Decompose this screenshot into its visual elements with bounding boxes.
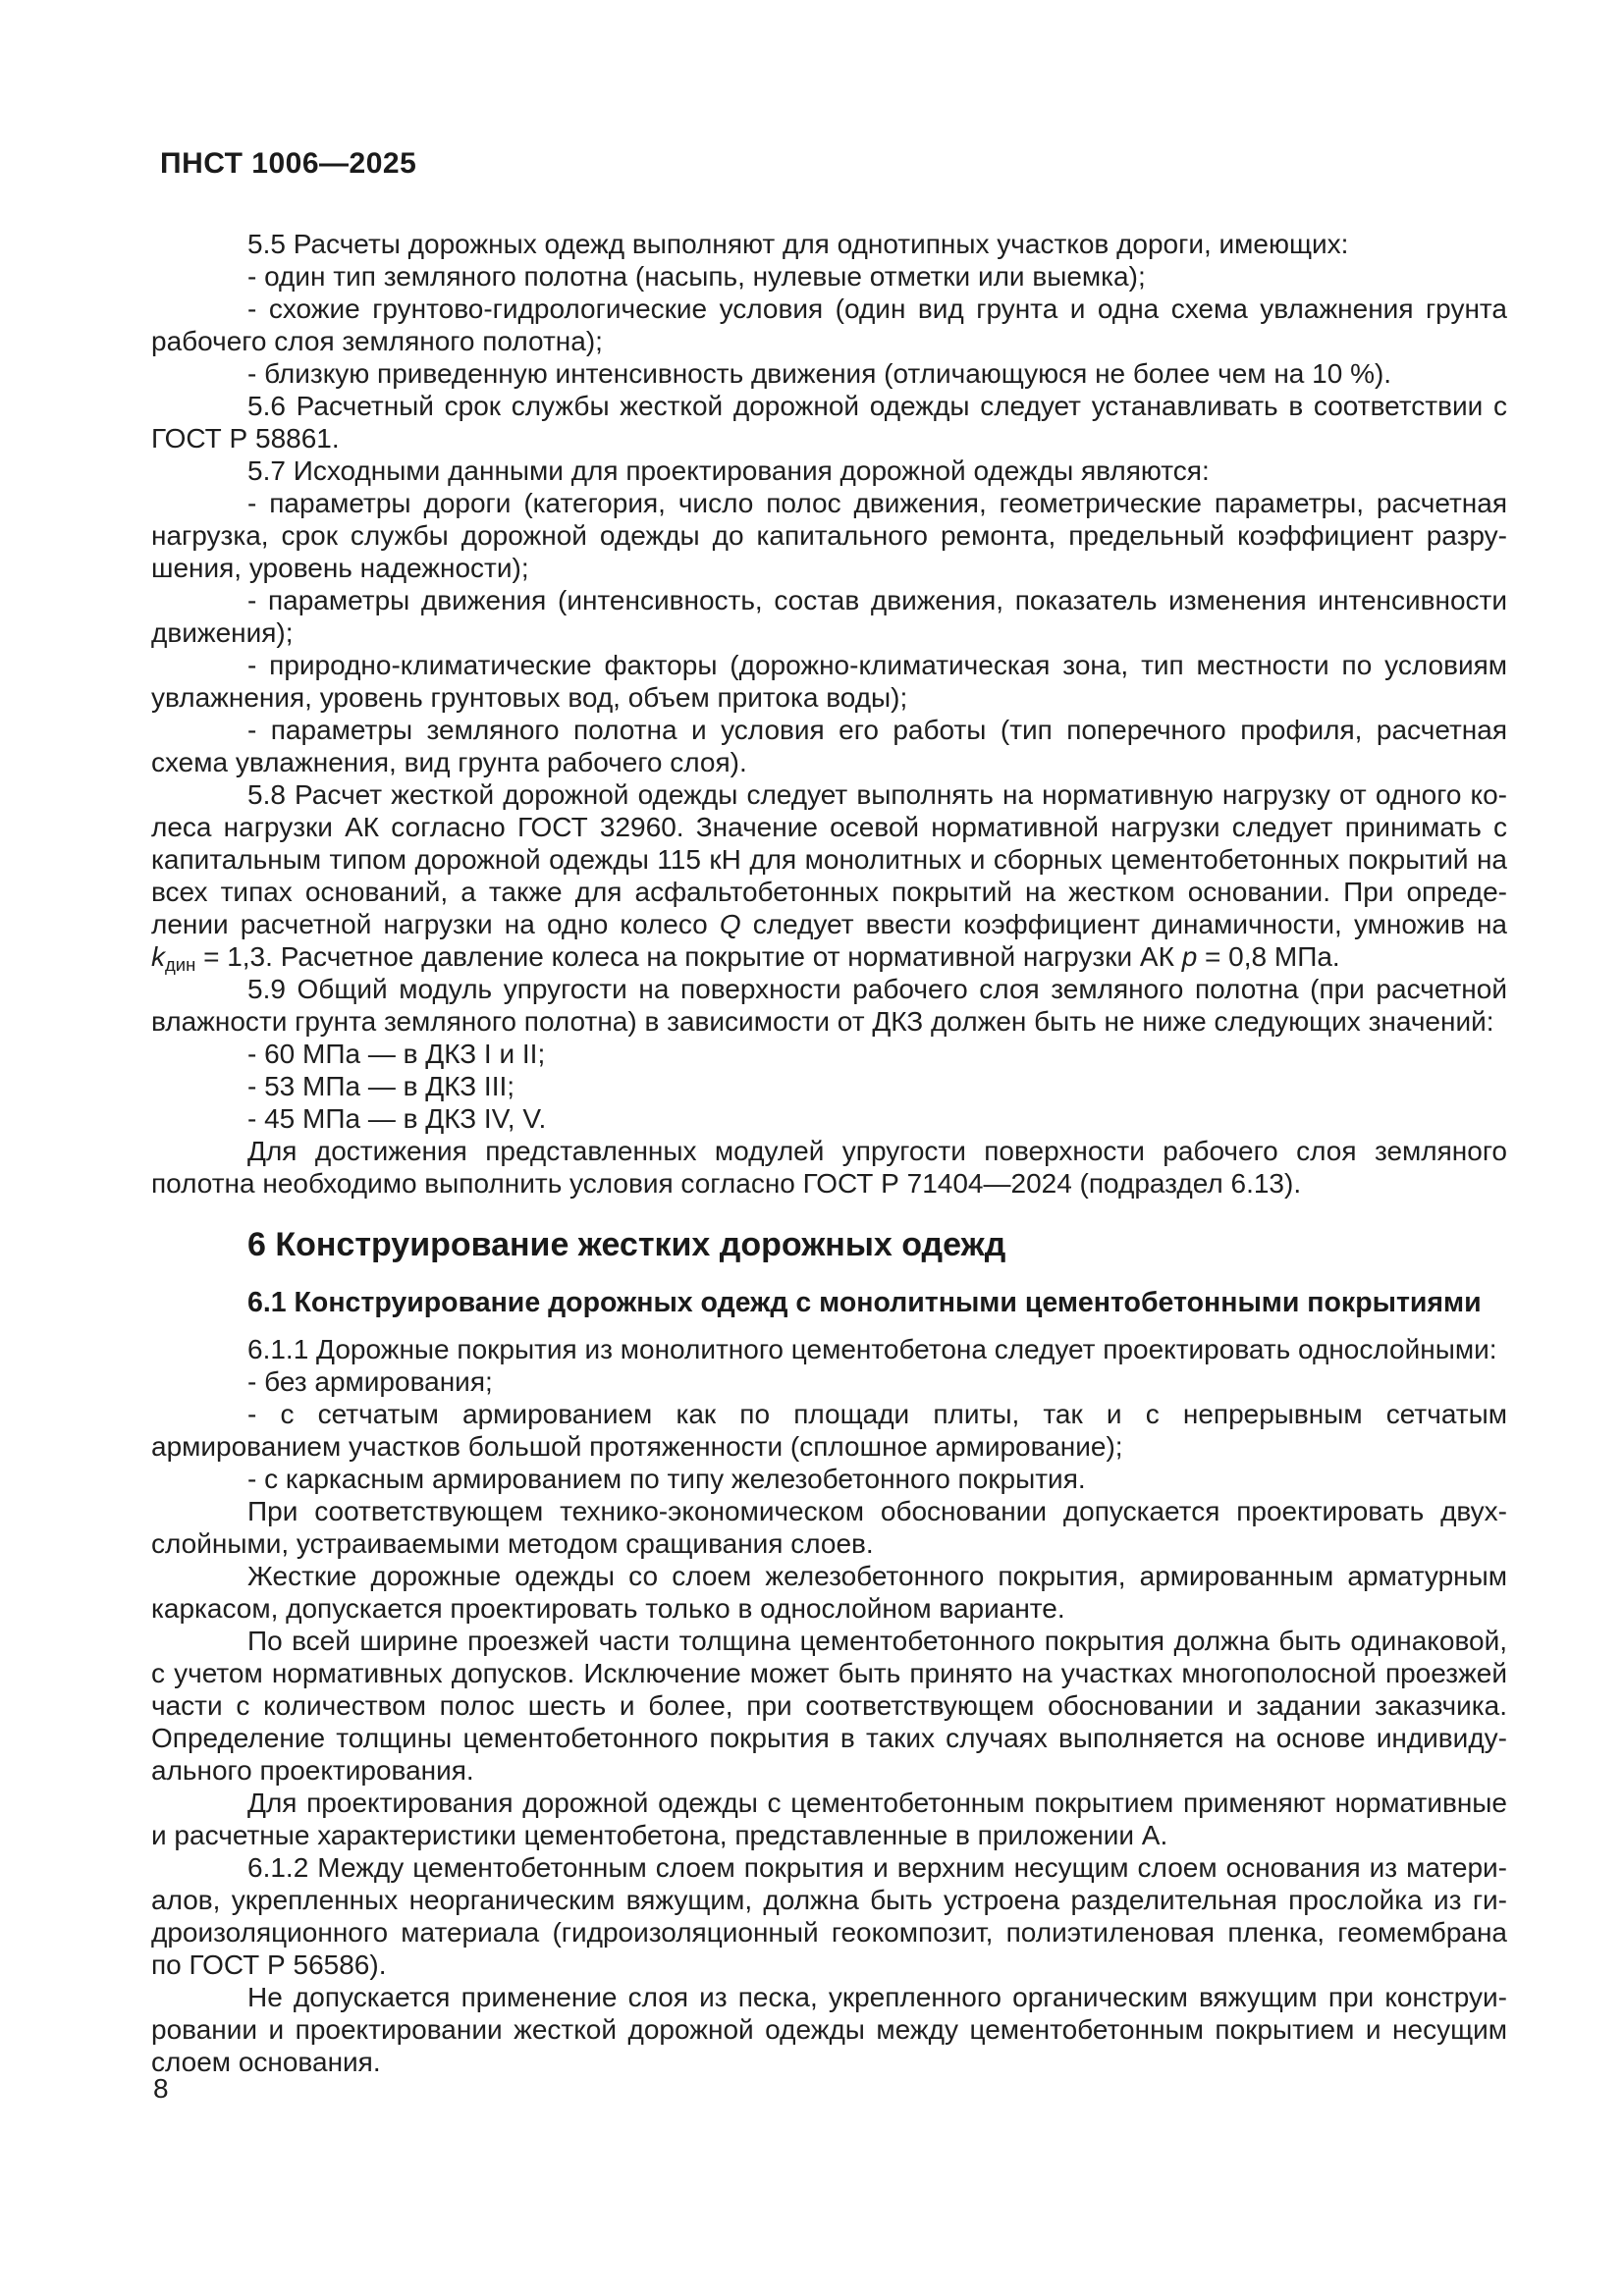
text-run: - 53 МПа — в ДКЗ III;	[247, 1071, 515, 1101]
section-heading	[151, 1225, 1507, 1264]
variable: p	[1181, 941, 1198, 972]
text-run: 6 Конструирование жестких дорожных одежд	[247, 1226, 1006, 1263]
variable: Q	[719, 909, 741, 939]
paragraph	[151, 260, 1507, 293]
text-run: - природно-климатические факторы (дорожно-климатическая зона, тип местности по условиям увлажнения, уровень грунтовых вод, объем притока воды);	[151, 650, 1507, 713]
text-run: - близкую приведенную интенсивность движения (отличающуюся не более чем на 10 %).	[247, 358, 1392, 389]
paragraph	[151, 293, 1507, 357]
text-run: - 45 МПа — в ДКЗ IV, V.	[247, 1103, 547, 1134]
paragraph	[151, 1625, 1507, 1787]
text-run: При соответствующем технико-экономическом обосновании допускается проектировать двухслойными, устраиваемыми методом сращивания слоев.	[151, 1496, 1507, 1559]
text-run: - без армирования;	[247, 1366, 493, 1397]
text-run: 5.8 Расчет жесткой дорожной одежды следует выполнять на нормативную нагрузку от одного колеса нагрузки АК согласно ГОСТ 32960. Значение осевой нормативной нагрузки следует принимать с капитальным типом дорожной одежды 115 кН для монолитных и сборных цементобетонных покрытий на всех типах оснований, а также для асфальтобетонных покрытий на жестком основании. При определении расчетной нагрузки на одно колесо	[151, 779, 1507, 939]
paragraph	[151, 1560, 1507, 1625]
subscript: дин	[165, 954, 196, 976]
paragraph	[151, 1038, 1507, 1070]
section-heading	[151, 1287, 1507, 1319]
text-run: 5.9 Общий модуль упругости на поверхности рабочего слоя земляного полотна (при расчетной влажности грунта земляного полотна) в зависимости от ДКЗ должен быть не ниже следующих значений:	[151, 974, 1507, 1037]
paragraph	[151, 1102, 1507, 1135]
paragraph	[151, 1135, 1507, 1200]
paragraph	[151, 228, 1507, 260]
paragraph	[151, 1333, 1507, 1365]
text-run: - с сетчатым армированием как по площади плиты, так и с непрерывным сетчатым армированием участков большой протяженности (сплошное армирование);	[151, 1399, 1507, 1462]
document-body	[151, 228, 1507, 2078]
paragraph	[151, 714, 1507, 778]
text-run: следует ввести коэффициент динамичности, умножив на	[740, 909, 1507, 939]
paragraph	[151, 1070, 1507, 1102]
text-run: 6.1 Конструирование дорожных одежд с монолитными цементобетонными покрытиями	[247, 1287, 1482, 1318]
text-run: Для проектирования дорожной одежды с цементобетонным покрытием применяют нормативные и расчетные характеристики цементобетона, представленные в приложении А.	[151, 1788, 1507, 1850]
text-run: - схожие грунтово-гидрологические условия (один вид грунта и одна схема увлажнения грунта рабочего слоя земляного полотна);	[151, 294, 1507, 356]
paragraph	[151, 1495, 1507, 1560]
document-code: ПНСТ 1006—2025	[160, 147, 417, 180]
paragraph	[151, 1365, 1507, 1398]
variable: k	[151, 941, 165, 972]
text-run: 5.5 Расчеты дорожных одежд выполняют для однотипных участков дороги, имеющих:	[247, 229, 1349, 259]
text-run: По всей ширине проезжей части толщина цементобетонного покрытия должна быть одинаковой, с учетом нормативных допусков. Исключение может быть принято на участках многополосной проезжей части с количеством полос шесть и более, при соответствующем обосновании и задании заказчика. Определение толщины цементобетонного покрытия в таких случаях выполняется на основе индивидуального проектирования.	[151, 1626, 1507, 1786]
paragraph	[151, 778, 1507, 976]
paragraph	[151, 454, 1507, 487]
text-run: 5.7 Исходными данными для проектирования дорожной одежды являются:	[247, 455, 1210, 486]
paragraph	[151, 1398, 1507, 1463]
text-run: 6.1.2 Между цементобетонным слоем покрытия и верхним несущим слоем основания из материалов, укрепленных неорганическим вяжущим, должна быть устроена разделительная прослойка из гидроизоляционного материала (гидроизоляционный геокомпозит, полиэтиленовая пленка, геомембрана по ГОСТ Р 56586).	[151, 1852, 1507, 1980]
paragraph	[151, 487, 1507, 584]
text-run: Для достижения представленных модулей упругости поверхности рабочего слоя земляного полотна необходимо выполнить условия согласно ГОСТ Р 71404—2024 (подраздел 6.13).	[151, 1136, 1507, 1199]
text-run: - 60 МПа — в ДКЗ I и II;	[247, 1039, 546, 1069]
text-run: - параметры земляного полотна и условия его работы (тип поперечного профиля, расчетная схема увлажнения, вид грунта рабочего слоя).	[151, 715, 1507, 777]
paragraph	[151, 649, 1507, 714]
paragraph	[151, 390, 1507, 454]
text-run: 5.6 Расчетный срок службы жесткой дорожной одежды следует устанавливать в соответствии с ГОСТ Р 58861.	[151, 391, 1507, 454]
text-run: = 1,3. Расчетное давление колеса на покрытие от нормативной нагрузки АК	[195, 941, 1182, 972]
text-run: 6.1.1 Дорожные покрытия из монолитного цементобетона следует проектировать однослойными:	[247, 1334, 1497, 1364]
paragraph	[151, 973, 1507, 1038]
paragraph	[151, 1463, 1507, 1495]
text-run: Жесткие дорожные одежды со слоем железобетонного покрытия, армированным арматурным каркасом, допускается проектировать только в однослойном варианте.	[151, 1561, 1507, 1624]
paragraph	[151, 1787, 1507, 1851]
page-number: 8	[153, 2073, 169, 2104]
text-run: Не допускается применение слоя из песка, укрепленного органическим вяжущим при конструировании и проектировании жесткой дорожной одежды между цементобетонным покрытием и несущим слоем основания.	[151, 1982, 1507, 2077]
text-run: = 0,8 МПа.	[1197, 941, 1340, 972]
paragraph	[151, 584, 1507, 649]
text-run: - параметры движения (интенсивность, состав движения, показатель изменения интенсивности движения);	[151, 585, 1507, 648]
paragraph	[151, 357, 1507, 390]
paragraph	[151, 1851, 1507, 1981]
text-run: - с каркасным армированием по типу железобетонного покрытия.	[247, 1464, 1086, 1494]
text-run: - параметры дороги (категория, число полос движения, геометрические параметры, расчетная нагрузка, срок службы дорожной одежды до капитального ремонта, предельный коэффициент разрушения, уровень надежности);	[151, 488, 1507, 583]
text-run: - один тип земляного полотна (насыпь, нулевые отметки или выемка);	[247, 261, 1146, 292]
paragraph	[151, 1981, 1507, 2078]
